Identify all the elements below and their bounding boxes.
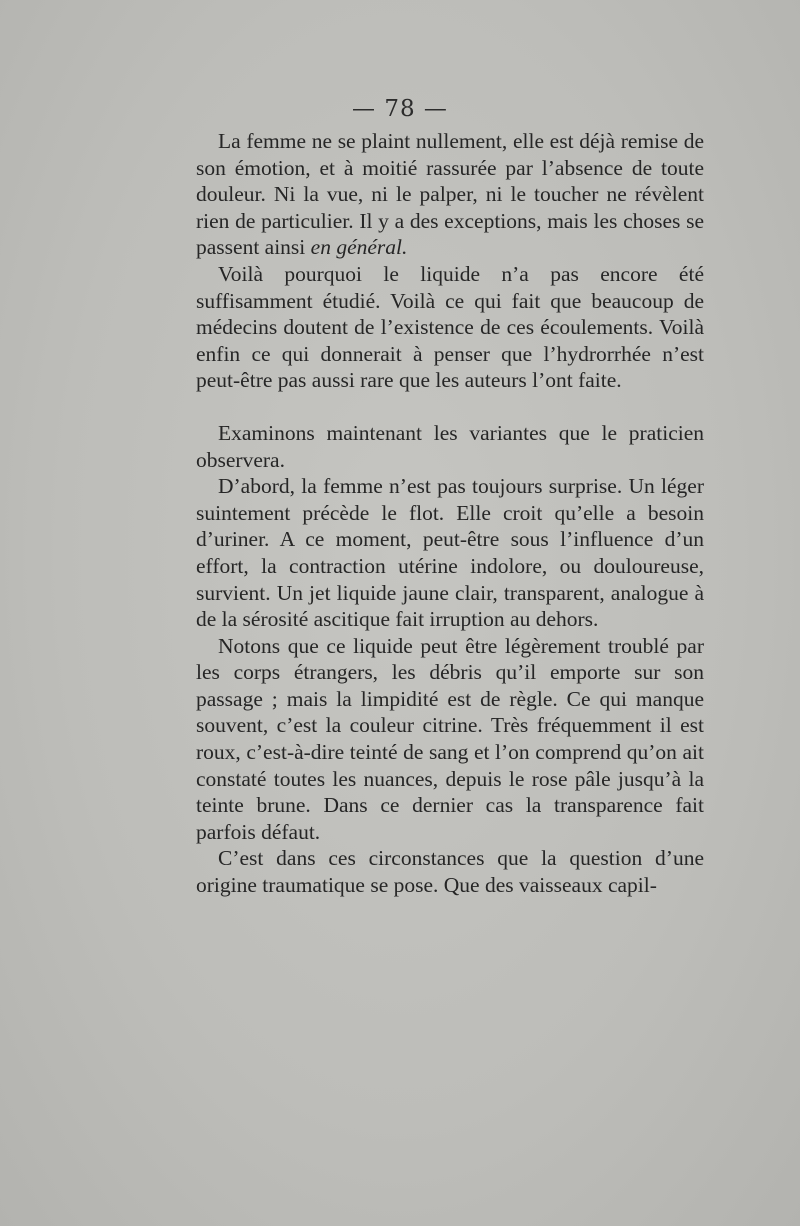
paragraph-1-text: La femme ne se plaint nullement, elle est déjà remise de son émotion, et à moitié rassurée par l’absence de toute douleur. Ni la vue, ni le palper, ni le toucher ne révèlent rien de particulier. Il y a des exceptions, mais les choses se passent ainsi xyxy=(196,129,704,260)
page-number: — 78 — xyxy=(352,96,448,122)
body-text xyxy=(196,128,704,899)
paragraph-2: Voilà pourquoi le liquide n’a pas encore été suffisamment étudié. Voilà ce qui fait que beaucoup de médecins doutent de l’existence de ces écoulements. Voilà enfin ce qui donnerait à penser que l’hydrorrhée n’est peut-être pas aussi rare que les auteurs l’ont faite. xyxy=(196,261,704,393)
paragraph-3: Examinons maintenant les variantes que le praticien observera. xyxy=(196,420,704,472)
paragraph-5: Notons que ce liquide peut être légèrement troublé par les corps étrangers, les débris qu’il emporte sur son passage ; mais la limpidité est de règle. Ce qui manque souvent, c’est la couleur citrine. Très fréquemment il est roux, c’est-à-dire teinté de sang et l’on comprend qu’on ait constaté toutes les nuances, depuis le rose pâle jusqu’à la teinte brune. Dans ce dernier cas la transparence fait parfois défaut. xyxy=(196,633,704,844)
paragraph-4: D’abord, la femme n’est pas toujours surprise. Un léger suintement précède le flot. Elle croit qu’elle a besoin d’uriner. A ce moment, peut-être sous l’influence d’un effort, la contraction utérine indolore, ou douloureuse, survient. Un jet liquide jaune clair, transparent, analogue à de la sérosité ascitique fait irruption au dehors. xyxy=(196,474,704,632)
paragraph-1-italic: en général. xyxy=(310,235,408,260)
paragraph-6: C’est dans ces circonstances que la question d’une origine traumatique se pose. Que des vaisseaux capil- xyxy=(196,846,704,898)
paragraph-1 xyxy=(196,128,704,261)
